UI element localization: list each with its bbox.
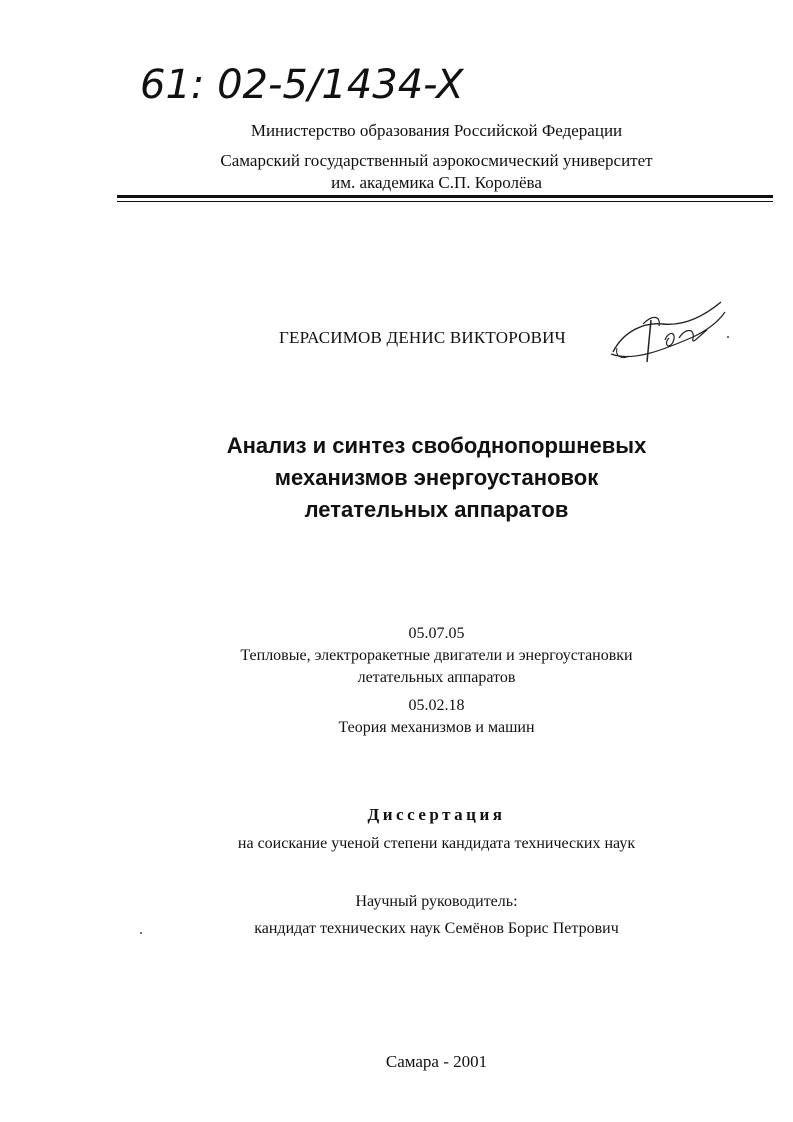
specialty-name-1b: летательных аппаратов bbox=[357, 669, 516, 686]
author-name: ГЕРАСИМОВ ДЕНИС ВИКТОРОВИЧ bbox=[279, 328, 566, 347]
svg-text:61: 02-5/1434-X: 61: 02-5/1434-X bbox=[140, 62, 464, 108]
header-rule-thick bbox=[117, 195, 773, 198]
header-rule-thin bbox=[117, 201, 773, 202]
university-name: Самарский государственный аэрокосмический университет bbox=[220, 151, 653, 170]
degree-line: на соискание ученой степени кандидата технических наук bbox=[237, 835, 636, 852]
title-line-3: летательных аппаратов bbox=[304, 497, 569, 522]
specialty-name-1a: Тепловые, электроракетные двигатели и энергоустановки bbox=[240, 647, 633, 664]
title-line-1: Анализ и синтез свободнопоршневых bbox=[226, 433, 647, 458]
specialty-name-2: Теория механизмов и машин bbox=[338, 719, 535, 736]
signature-icon bbox=[603, 292, 733, 372]
scan-speck bbox=[140, 932, 142, 934]
dissertation-title bbox=[40, 430, 793, 526]
title-line-2: механизмов энергоустановок bbox=[274, 465, 599, 490]
university-dedication: им. академика С.П. Королёва bbox=[331, 173, 542, 192]
registration-number bbox=[130, 40, 550, 120]
supervisor-label: Научный руководитель: bbox=[355, 893, 518, 910]
document-type: Диссертация bbox=[367, 805, 506, 824]
city-year: Самара - 2001 bbox=[385, 1052, 488, 1071]
supervisor-name: кандидат технических наук Семёнов Борис Петрович bbox=[254, 920, 619, 937]
specialty-code-2: 05.02.18 bbox=[408, 697, 465, 714]
ministry-name: Министерство образования Российской Федерации bbox=[250, 121, 623, 140]
specialty-code-1: 05.07.05 bbox=[408, 625, 465, 642]
